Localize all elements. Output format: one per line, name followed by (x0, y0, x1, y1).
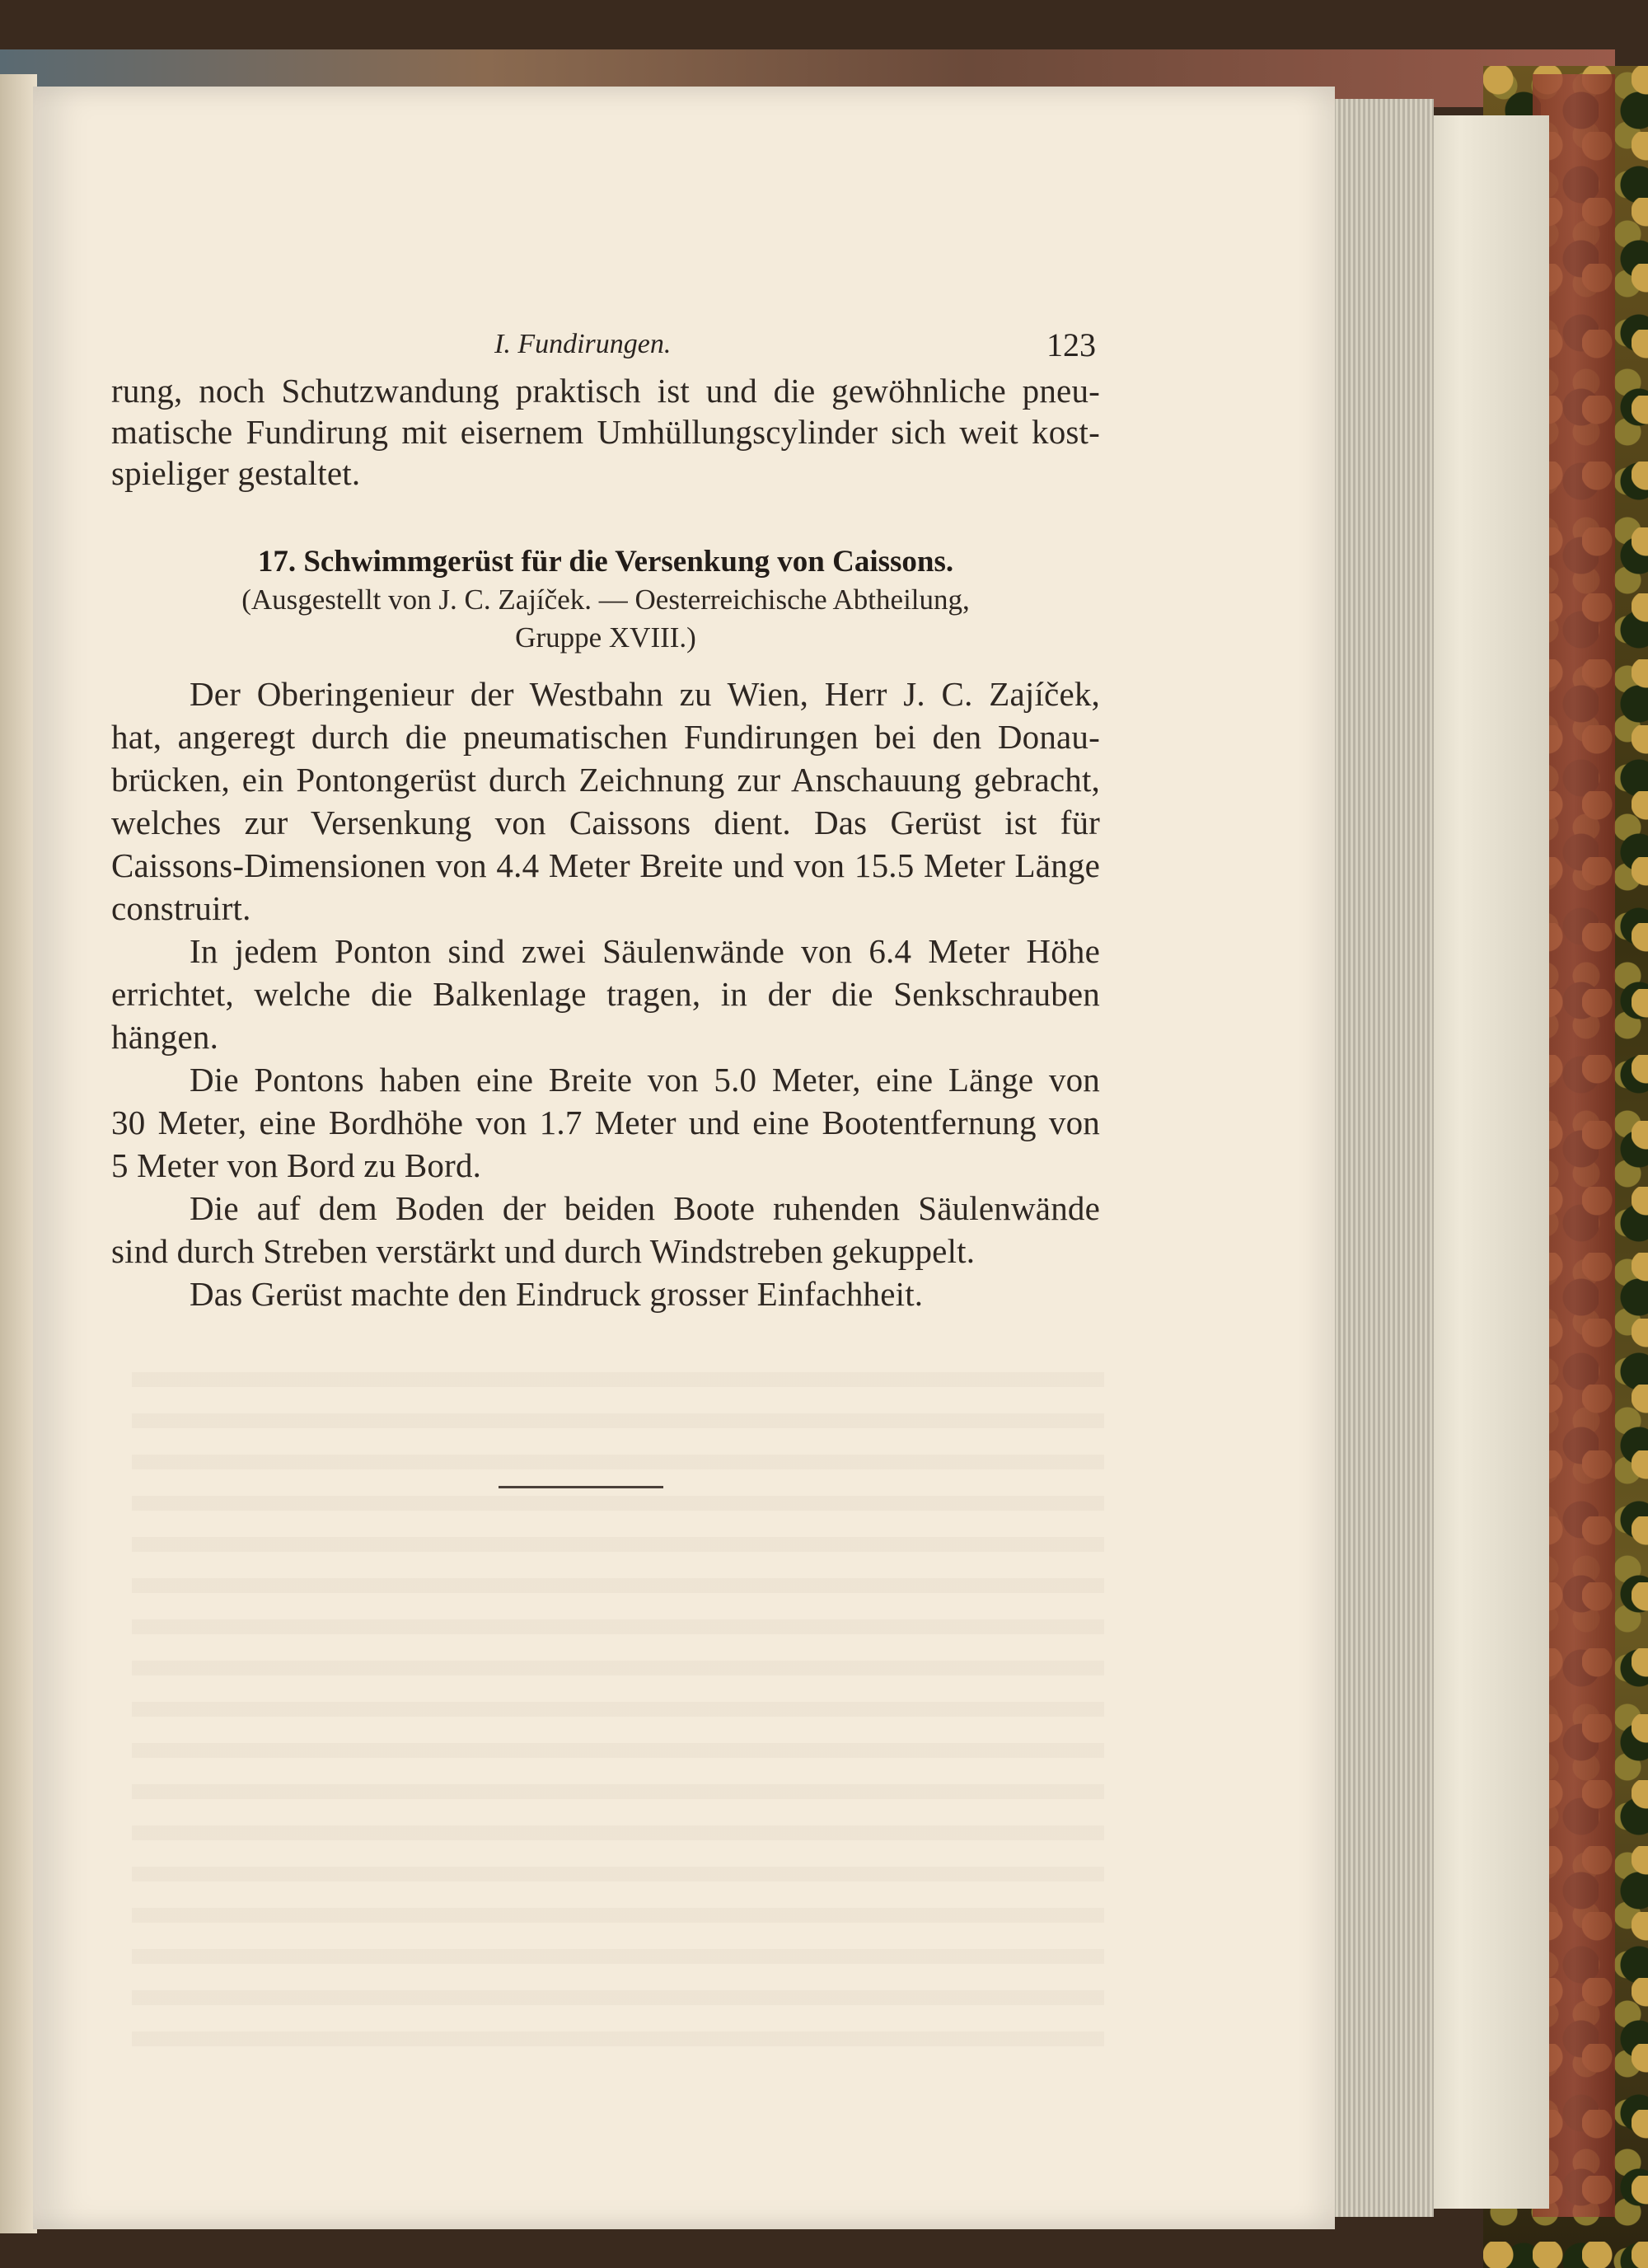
section-heading: 17. Schwimmgerüst für die Versenkung von Caissons. (257, 545, 954, 579)
running-head (107, 326, 1096, 367)
text-line: welches zur Versenkung von Caissons dient. Das Gerüst ist für (111, 804, 1100, 841)
text-line: Das Gerüst machte den Eindruck grosser Einfachheit. (190, 1275, 924, 1313)
text-line: brücken, ein Pontongerüst durch Zeichnung zur Anschauung gebracht, (111, 761, 1100, 799)
text-line: Caissons-Dimensionen von 4.4 Meter Breite und von 15.5 Meter Länge (111, 846, 1100, 884)
text-line: hat, angeregt durch die pneumatischen Fundirungen bei den Donau- (111, 718, 1100, 756)
show-through-text (132, 1372, 1104, 2064)
text-line: hängen. (111, 1018, 219, 1056)
page-number: 123 (1046, 326, 1096, 363)
text-line: sind durch Streben verstärkt und durch Windstreben gekuppelt. (111, 1232, 976, 1270)
exhibitor-line: (Ausgestellt von J. C. Zajíček. — Oesterreichische Abtheilung, (241, 583, 970, 616)
page-stack-edges (1318, 99, 1434, 2217)
text-line: In jedem Ponton sind zwei Säulenwände von 6.4 Meter Höhe (190, 932, 1100, 970)
text-line: construirt. (111, 889, 251, 927)
text-line: spieliger gestaltet. (111, 454, 361, 492)
text-line: 30 Meter, eine Bordhöhe von 1.7 Meter und eine Bootentfernung von (111, 1104, 1100, 1141)
left-page-sliver (0, 74, 37, 2233)
text-line: matische Fundirung mit eisernem Umhüllungscylinder sich weit kost- (111, 413, 1100, 451)
text-line: Die Pontons haben eine Breite von 5.0 Meter, eine Länge von (190, 1061, 1100, 1099)
text-line: errichtet, welche die Balkenlage tragen, in der die Senkschrauben (111, 975, 1100, 1013)
text-line: rung, noch Schutzwandung praktisch ist und die gewöhnliche pneu- (111, 372, 1100, 410)
text-line: Die auf dem Boden der beiden Boote ruhenden Säulenwände (190, 1189, 1100, 1227)
end-rule (499, 1486, 663, 1488)
exhibitor-line: Gruppe XVIII.) (515, 621, 696, 654)
text-line: Der Oberingenieur der Westbahn zu Wien, Herr J. C. Zajíček, (190, 675, 1100, 713)
text-line: 5 Meter von Bord zu Bord. (111, 1146, 482, 1184)
section-title: I. Fundirungen. (494, 329, 672, 359)
